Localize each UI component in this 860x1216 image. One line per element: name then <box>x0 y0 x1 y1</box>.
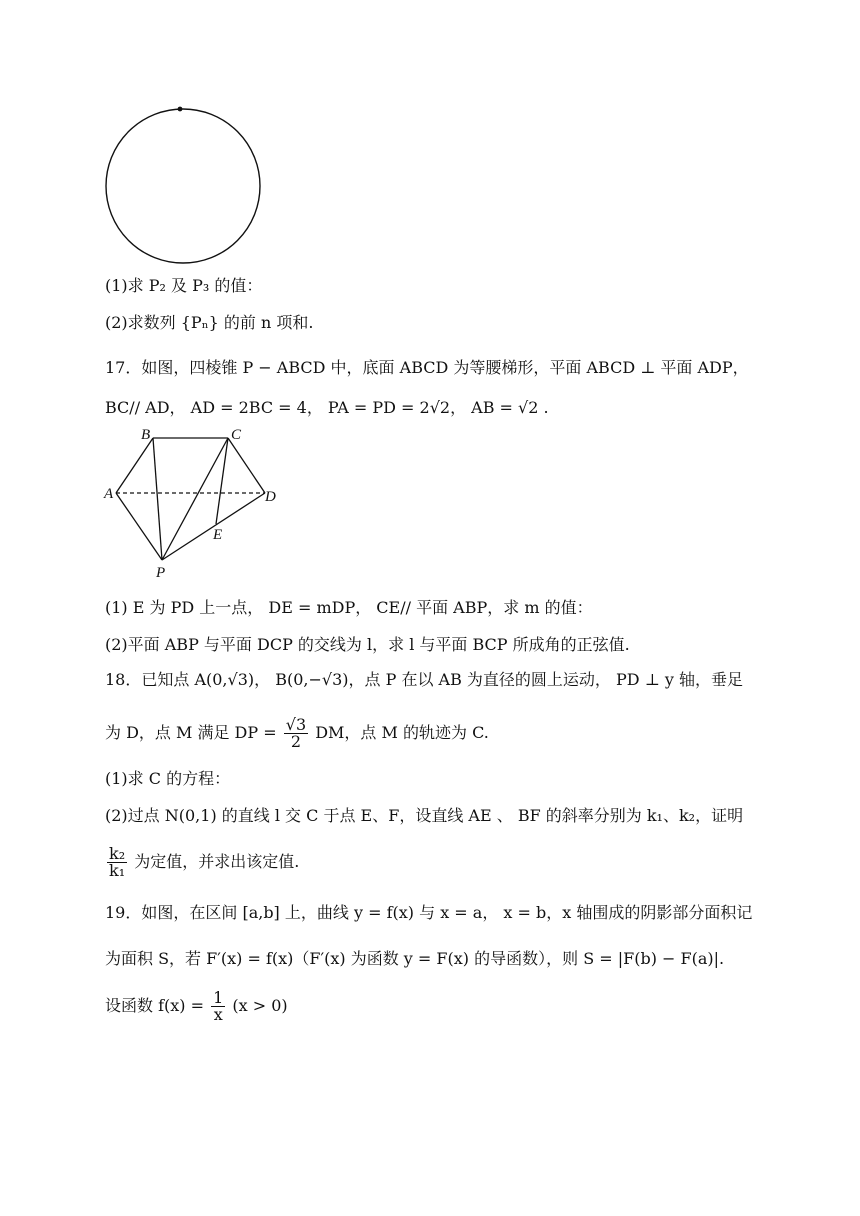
q17-part2: (2)平面 ABP 与平面 DCP 的交线为 l，求 l 与平面 BCP 所成角的正弦值. <box>105 635 630 654</box>
q16-part1: (1)求 P₂ 及 P₃ 的值： <box>105 276 263 295</box>
q18-part1: (1)求 C 的方程： <box>105 769 231 788</box>
label-p: P <box>156 565 166 581</box>
q16-part2: (2)求数列 {Pₙ} 的前 n 项和. <box>105 313 314 332</box>
q19-stem-line2: 为面积 S，若 F′(x) = f(x)（F′(x) 为函数 y = F(x) 的导函数），则 S = |F(b) − F(a)|. <box>105 949 725 968</box>
circle-top-point <box>178 107 183 112</box>
q18-fraction: $\frac{√3}{2}$ <box>285 715 307 751</box>
label-a: A <box>104 486 114 502</box>
q17-part1: (1) E 为 PD 上一点， DE = mDP， CE// 平面 ABP，求 m 的值： <box>105 598 593 617</box>
q19-stem-line3: 设函数 f(x) = $\frac{1}{x}$ (x > 0) <box>105 988 288 1024</box>
q18-part2-line1: (2)过点 N(0,1) 的直线 l 交 C 于点 E、F，设直线 AE 、 BF 的斜率分别为 k₁、k₂，证明 <box>105 806 744 825</box>
circle <box>106 109 260 263</box>
q17-stem-line1: 17．如图，四棱锥 P − ABCD 中，底面 ABCD 为等腰梯形，平面 ABCD ⊥ 平面 ADP， <box>105 358 749 377</box>
label-d: D <box>265 489 276 505</box>
q18-stem-line2: 为 D，点 M 满足 DP = $\frac{√3}{2}$ DM，点 M 的轨迹为 C. <box>105 715 489 751</box>
circle-figure <box>100 100 270 265</box>
q18-part2-line2: $\frac{\text{k₂}}{\text{k₁}}$ 为定值，并求出该定值. <box>109 844 300 880</box>
label-b: B <box>141 427 151 443</box>
label-e: E <box>213 527 223 543</box>
pyramid-figure <box>100 425 290 585</box>
q17-stem-line2: BC// AD， AD = 2BC = 4， PA = PD = 2√2， AB = √2 . <box>105 398 549 417</box>
q18-stem-line1: 18．已知点 A(0,√3)， B(0,−√3)，点 P 在以 AB 为直径的圆上运动， PD ⊥ y 轴，垂足 <box>105 670 743 689</box>
q19-stem-line1: 19．如图，在区间 [a,b] 上，曲线 y = f(x) 与 x = a， x = b，x 轴围成的阴影部分面积记 <box>105 903 753 922</box>
q18-ratio: $\frac{\text{k₂}}{\text{k₁}}$ <box>109 844 126 880</box>
q19-fraction: $\frac{1}{x}$ <box>213 988 224 1024</box>
label-c: C <box>231 427 242 443</box>
